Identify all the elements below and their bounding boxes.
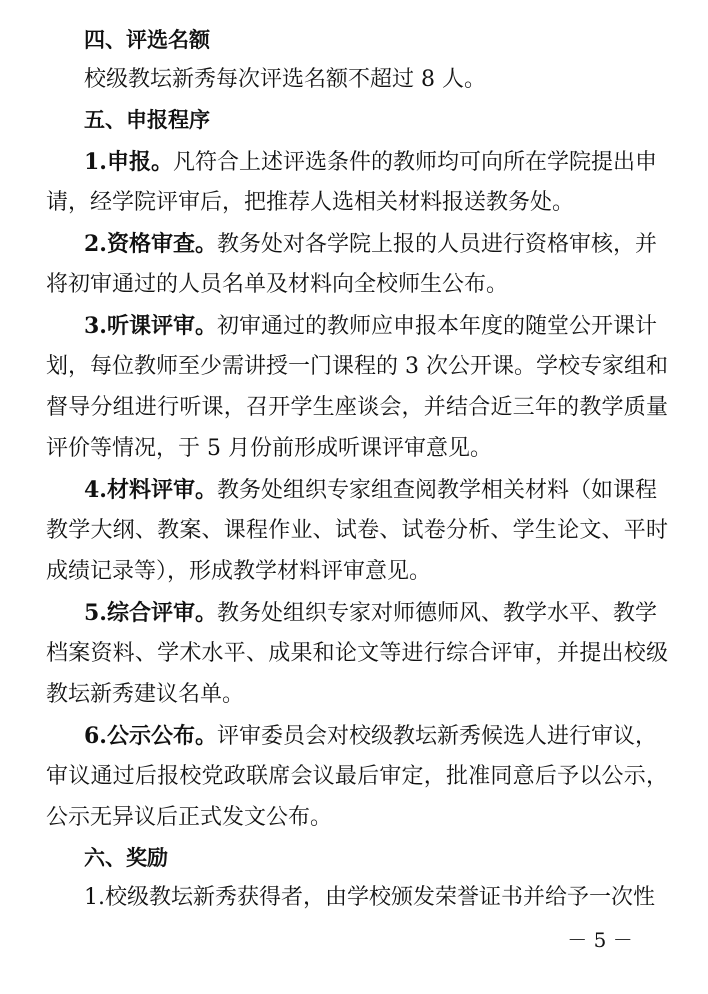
item-2-text: 教务处对各学院上报的人员进行资格审核，并 bbox=[216, 232, 657, 257]
page-number: － 5 － bbox=[567, 928, 633, 952]
item-4-line-3: 成绩记录等），形成教学材料评审意见。 bbox=[46, 559, 432, 584]
section-heading-5: 五、申报程序 bbox=[84, 108, 210, 132]
section-body-4: 校级教坛新秀每次评选名额不超过 8 人。 bbox=[84, 67, 486, 92]
item-3-text: 初审通过的教师应申报本年度的随堂公开课计 bbox=[216, 314, 657, 339]
item-1-text: 凡符合上述评选条件的教师均可向所在学院提出申 bbox=[172, 150, 657, 175]
item-5-label: 5.综合评审。 bbox=[84, 600, 217, 626]
item-3-line-4: 评价等情况，于 5 月份前形成听课评审意见。 bbox=[46, 436, 492, 461]
item-3-line-3: 督导分组进行听课，召开学生座谈会，并结合近三年的教学质量 bbox=[46, 395, 668, 420]
item-1-label: 1.申报。 bbox=[84, 149, 173, 175]
item-4-text: 教务处组织专家组查阅教学相关材料（如课程 bbox=[216, 478, 657, 503]
item-6-line-1 bbox=[84, 720, 657, 752]
item-3-label: 3.听课评审。 bbox=[84, 313, 217, 339]
item-5-line-2: 档案资料、学术水平、成果和论文等进行综合评审，并提出校级 bbox=[46, 641, 668, 666]
item-1-line-2: 请，经学院评审后，把推荐人选相关材料报送教务处。 bbox=[46, 190, 575, 215]
item-4-label: 4.材料评审。 bbox=[84, 477, 217, 503]
item-6-line-2: 审议通过后报校党政联席会议最后审定，批准同意后予以公示， bbox=[46, 764, 668, 789]
item-3-line-2: 划，每位教师至少需讲授一门课程的 3 次公开课。学校专家组和 bbox=[46, 354, 668, 379]
item-3-line-1 bbox=[84, 310, 657, 342]
item-5-line-3: 教坛新秀建议名单。 bbox=[46, 682, 245, 707]
item-5-line-1 bbox=[84, 597, 657, 629]
section-heading-4: 四、评选名额 bbox=[84, 28, 210, 52]
item-2-label: 2.资格审查。 bbox=[84, 231, 217, 257]
item-2-line-1 bbox=[84, 228, 657, 260]
item-1-line-1 bbox=[84, 146, 657, 178]
item-4-line-1 bbox=[84, 474, 657, 506]
item-5-text: 教务处组织专家对师德师风、教学水平、教学 bbox=[216, 601, 657, 626]
item-6-label: 6.公示公布。 bbox=[84, 723, 217, 749]
section-body-6: 1.校级教坛新秀获得者，由学校颁发荣誉证书并给予一次性 bbox=[84, 885, 655, 910]
item-6-text: 评审委员会对校级教坛新秀候选人进行审议， bbox=[216, 724, 657, 749]
item-6-line-3: 公示无异议后正式发文公布。 bbox=[46, 805, 333, 830]
item-4-line-2: 教学大纲、教案、课程作业、试卷、试卷分析、学生论文、平时 bbox=[46, 518, 668, 543]
item-2-line-2: 将初审通过的人员名单及材料向全校师生公布。 bbox=[46, 272, 509, 297]
section-heading-6: 六、奖励 bbox=[84, 846, 168, 870]
